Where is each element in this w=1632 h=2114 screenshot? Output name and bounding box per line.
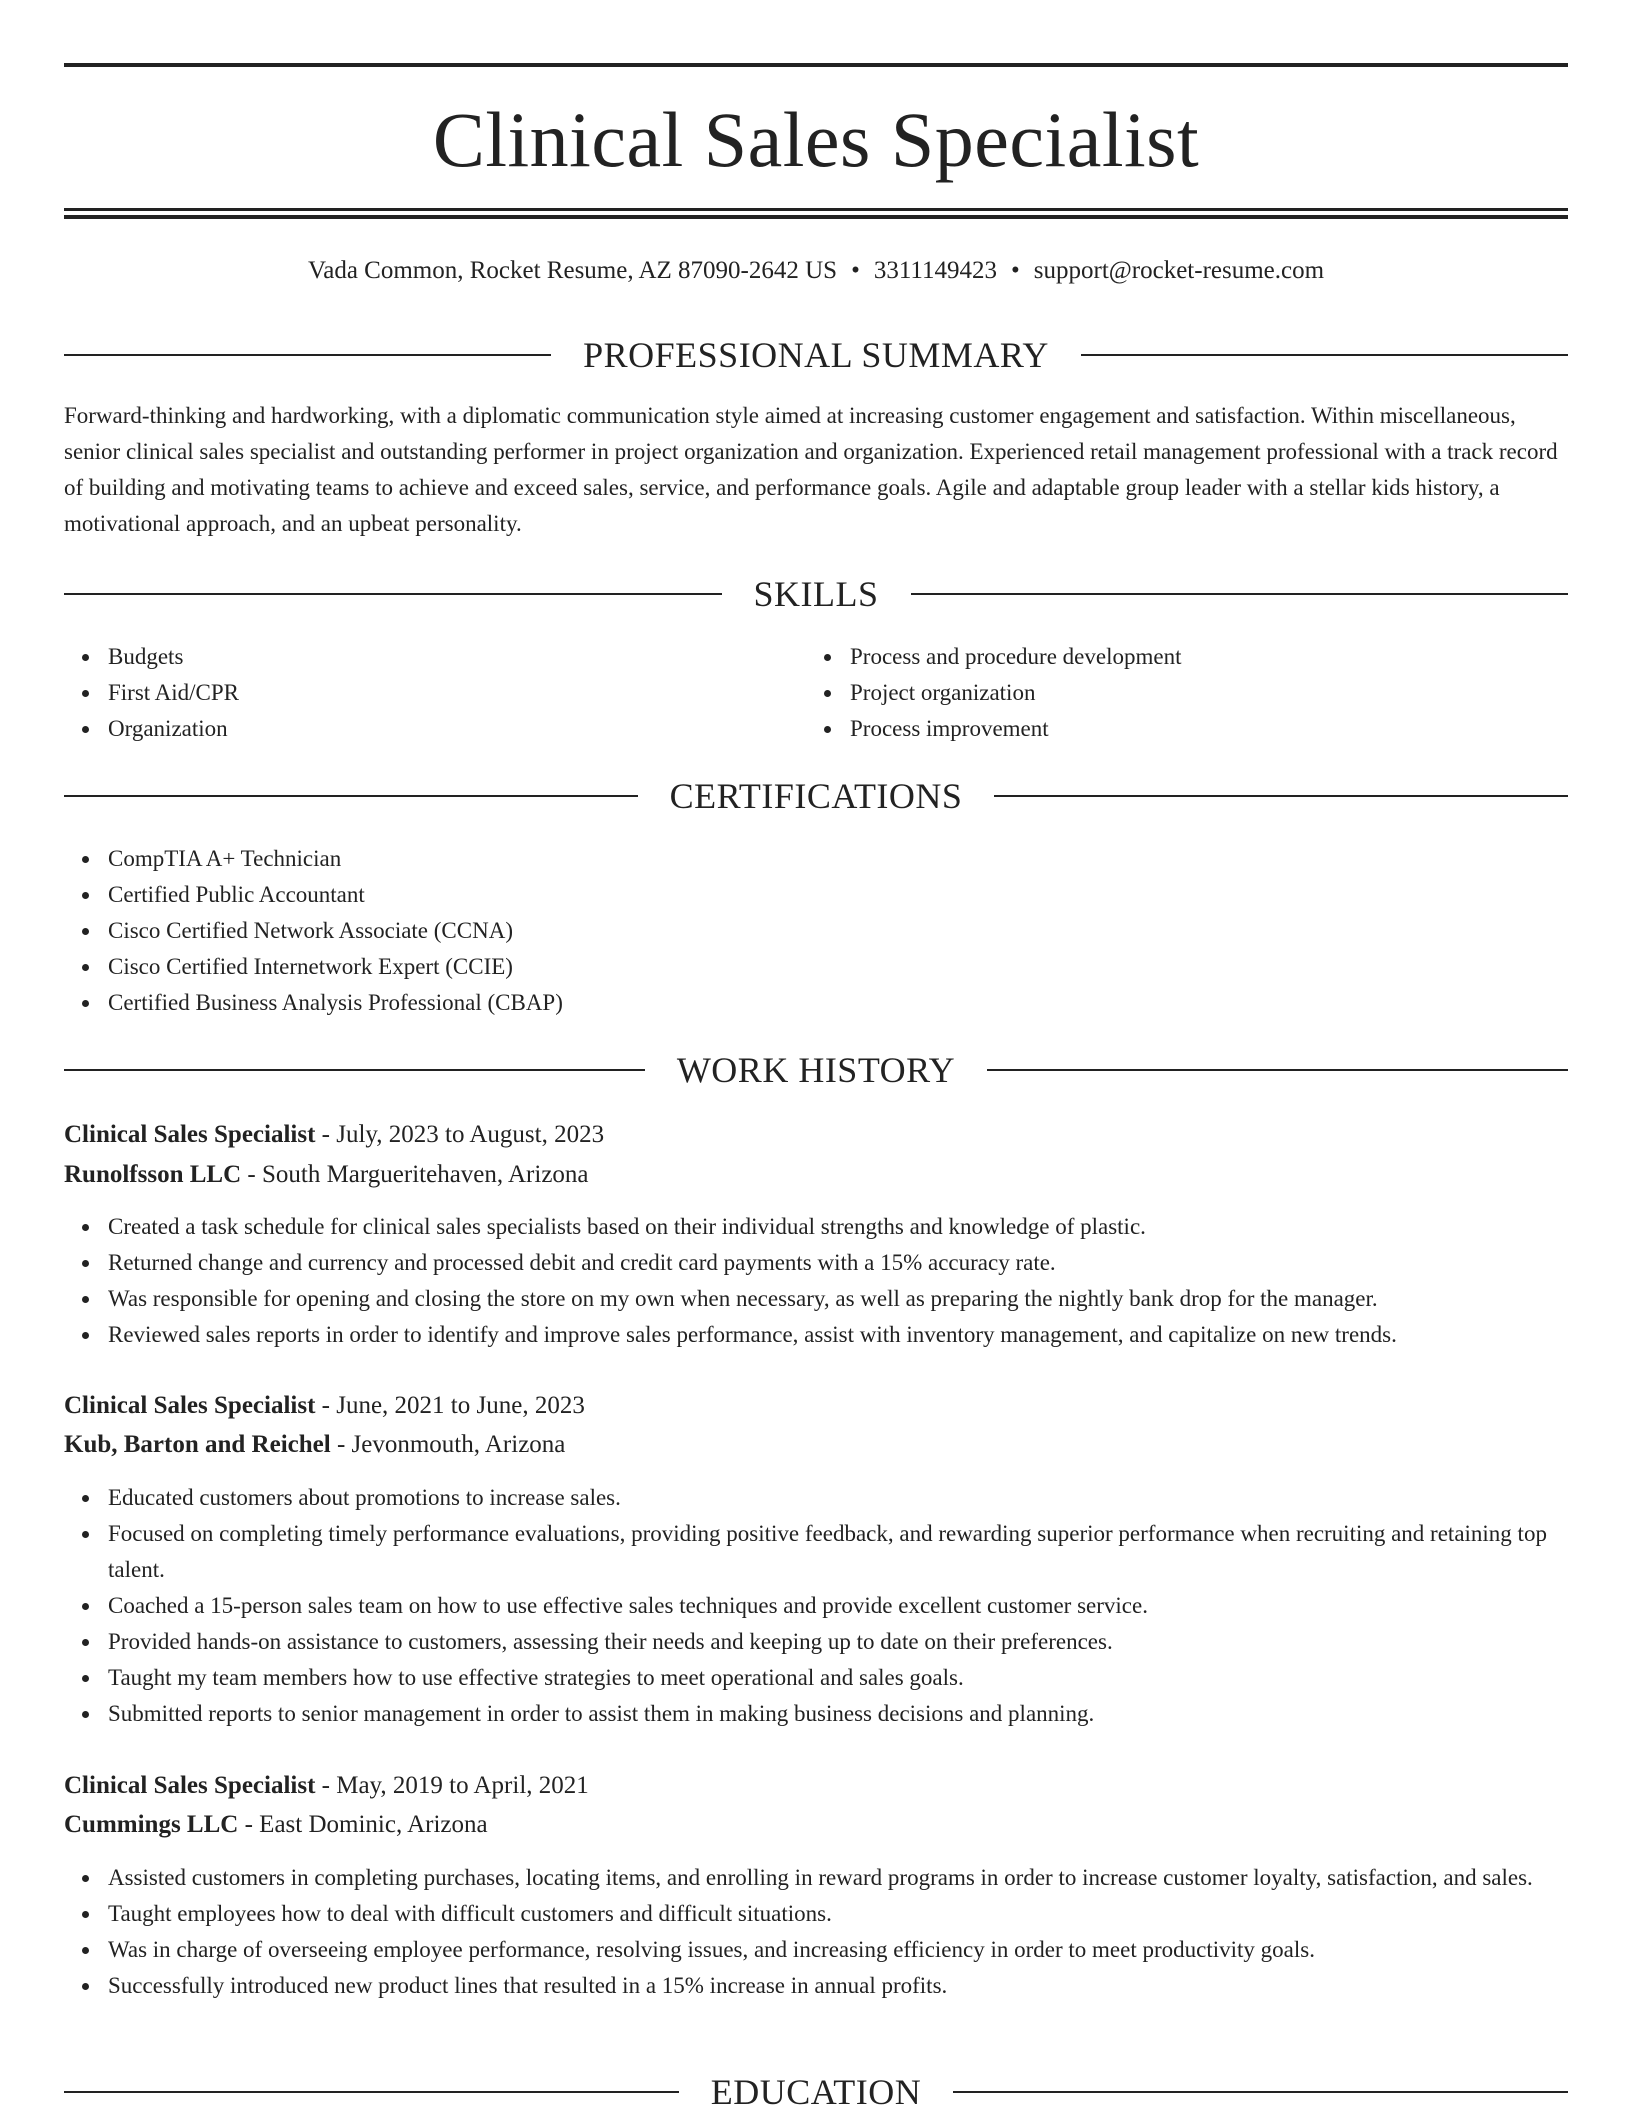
contact-separator: • xyxy=(1011,257,1020,284)
list-item: Cisco Certified Internetwork Expert (CCIE) xyxy=(108,949,1568,985)
job-company: Runolfsson LLC xyxy=(64,1161,242,1188)
contact-separator: • xyxy=(851,257,860,284)
heading-rule xyxy=(64,593,722,595)
job-location: - South Margueritehaven, Arizona xyxy=(241,1161,589,1188)
top-rule xyxy=(64,63,1568,67)
job-company: Cummings LLC xyxy=(64,1811,239,1838)
list-item: Educated customers about promotions to increase sales. xyxy=(108,1480,1578,1516)
summary-text: Forward-thinking and hardworking, with a diplomatic communication style aimed at increasing customer engagement and satisfaction. Within miscellaneous, senior clinical sales specialist and outstanding performer in project organization and organization. Experienced retail management professional with a track record of building and motivating teams to achieve and exceed sales, service, and performance goals. Agile and adaptable group leader with a stellar kids history, a motivational approach, and an upbeat personality. xyxy=(64,403,1558,536)
list-item: Successfully introduced new product lines that resulted in a 15% increase in annual profits. xyxy=(108,1968,1578,2004)
heading-rule xyxy=(911,593,1569,595)
contact-line xyxy=(64,254,1568,288)
list-item: Organization xyxy=(108,711,808,747)
skills-list-left xyxy=(64,639,808,747)
list-item: Certified Public Accountant xyxy=(108,877,1568,913)
section-heading-label: CERTIFICATIONS xyxy=(669,776,963,816)
list-item: Budgets xyxy=(108,639,808,675)
job-title-line xyxy=(64,1116,604,1154)
heading-rule xyxy=(64,795,638,797)
section-heading-work-history xyxy=(64,1048,1568,1092)
heading-rule xyxy=(987,1069,1568,1071)
title-rule-lower xyxy=(64,215,1568,219)
section-heading-label: WORK HISTORY xyxy=(676,1050,956,1090)
job-dates: - May, 2019 to April, 2021 xyxy=(315,1772,589,1799)
job-company: Kub, Barton and Reichel xyxy=(64,1431,331,1458)
heading-rule xyxy=(1081,354,1568,356)
job-title: Clinical Sales Specialist xyxy=(64,1121,316,1148)
contact-email: support@rocket-resume.com xyxy=(1033,257,1325,284)
list-item: Created a task schedule for clinical sales specialists based on their individual strengths and knowledge of plastic. xyxy=(108,1209,1568,1245)
job-location: - East Dominic, Arizona xyxy=(238,1811,488,1838)
section-heading-education xyxy=(64,2070,1568,2114)
job-title: Clinical Sales Specialist xyxy=(64,1392,316,1419)
job-bullets xyxy=(64,1860,1578,2004)
job-company-line xyxy=(64,1806,488,1844)
heading-rule xyxy=(64,354,551,356)
list-item: Was in charge of overseeing employee performance, resolving issues, and increasing efficiency in order to meet productivity goals. xyxy=(108,1932,1578,1968)
list-item: Cisco Certified Network Associate (CCNA) xyxy=(108,913,1568,949)
job-title-line xyxy=(64,1387,585,1425)
list-item: Taught employees how to deal with difficult customers and difficult situations. xyxy=(108,1896,1578,1932)
section-heading-label: PROFESSIONAL SUMMARY xyxy=(583,335,1049,375)
section-heading-label: EDUCATION xyxy=(710,2072,922,2112)
job-title: Clinical Sales Specialist xyxy=(64,1772,316,1799)
list-item: Coached a 15-person sales team on how to use effective sales techniques and provide excellent customer service. xyxy=(108,1588,1578,1624)
resume-title: Clinical Sales Specialist xyxy=(432,96,1200,183)
job-bullets xyxy=(64,1480,1578,1732)
list-item: Submitted reports to senior management in order to assist them in making business decisions and planning. xyxy=(108,1696,1578,1732)
certifications-list xyxy=(64,841,1568,1021)
job-title-line xyxy=(64,1767,589,1805)
heading-rule xyxy=(64,1069,645,1071)
list-item: First Aid/CPR xyxy=(108,675,808,711)
skills-list-right xyxy=(806,639,1550,747)
heading-rule xyxy=(64,2091,679,2093)
section-heading-label: SKILLS xyxy=(753,574,879,614)
list-item: Reviewed sales reports in order to identify and improve sales performance, assist with inventory management, and capitalize on new trends. xyxy=(108,1317,1568,1353)
list-item: Assisted customers in completing purchases, locating items, and enrolling in reward programs in order to increase customer loyalty, satisfaction, and sales. xyxy=(108,1860,1578,1896)
list-item: Process improvement xyxy=(850,711,1550,747)
list-item: Process and procedure development xyxy=(850,639,1550,675)
list-item: CompTIA A+ Technician xyxy=(108,841,1568,877)
job-dates: - July, 2023 to August, 2023 xyxy=(315,1121,605,1148)
list-item: Certified Business Analysis Professional (CBAP) xyxy=(108,985,1568,1021)
list-item: Focused on completing timely performance evaluations, providing positive feedback, and rewarding superior performance when recruiting and retaining top talent. xyxy=(108,1516,1578,1588)
job-company-line xyxy=(64,1156,589,1194)
job-company-line xyxy=(64,1426,565,1464)
list-item: Project organization xyxy=(850,675,1550,711)
contact-address: Vada Common, Rocket Resume, AZ 87090-2642 US xyxy=(307,257,838,284)
contact-phone: 3311149423 xyxy=(873,257,997,284)
section-heading-skills xyxy=(64,572,1568,616)
section-heading-certifications xyxy=(64,774,1568,818)
title-rule-upper xyxy=(64,208,1568,211)
job-bullets xyxy=(64,1209,1568,1353)
heading-rule xyxy=(994,795,1568,797)
list-item: Was responsible for opening and closing the store on my own when necessary, as well as preparing the nightly bank drop for the manager. xyxy=(108,1281,1568,1317)
list-item: Returned change and currency and processed debit and credit card payments with a 15% accuracy rate. xyxy=(108,1245,1568,1281)
list-item: Provided hands-on assistance to customers, assessing their needs and keeping up to date on their preferences. xyxy=(108,1624,1578,1660)
list-item: Taught my team members how to use effective strategies to meet operational and sales goals. xyxy=(108,1660,1578,1696)
job-dates: - June, 2021 to June, 2023 xyxy=(315,1392,585,1419)
section-heading-summary xyxy=(64,333,1568,377)
job-location: - Jevonmouth, Arizona xyxy=(330,1431,566,1458)
heading-rule xyxy=(953,2091,1568,2093)
